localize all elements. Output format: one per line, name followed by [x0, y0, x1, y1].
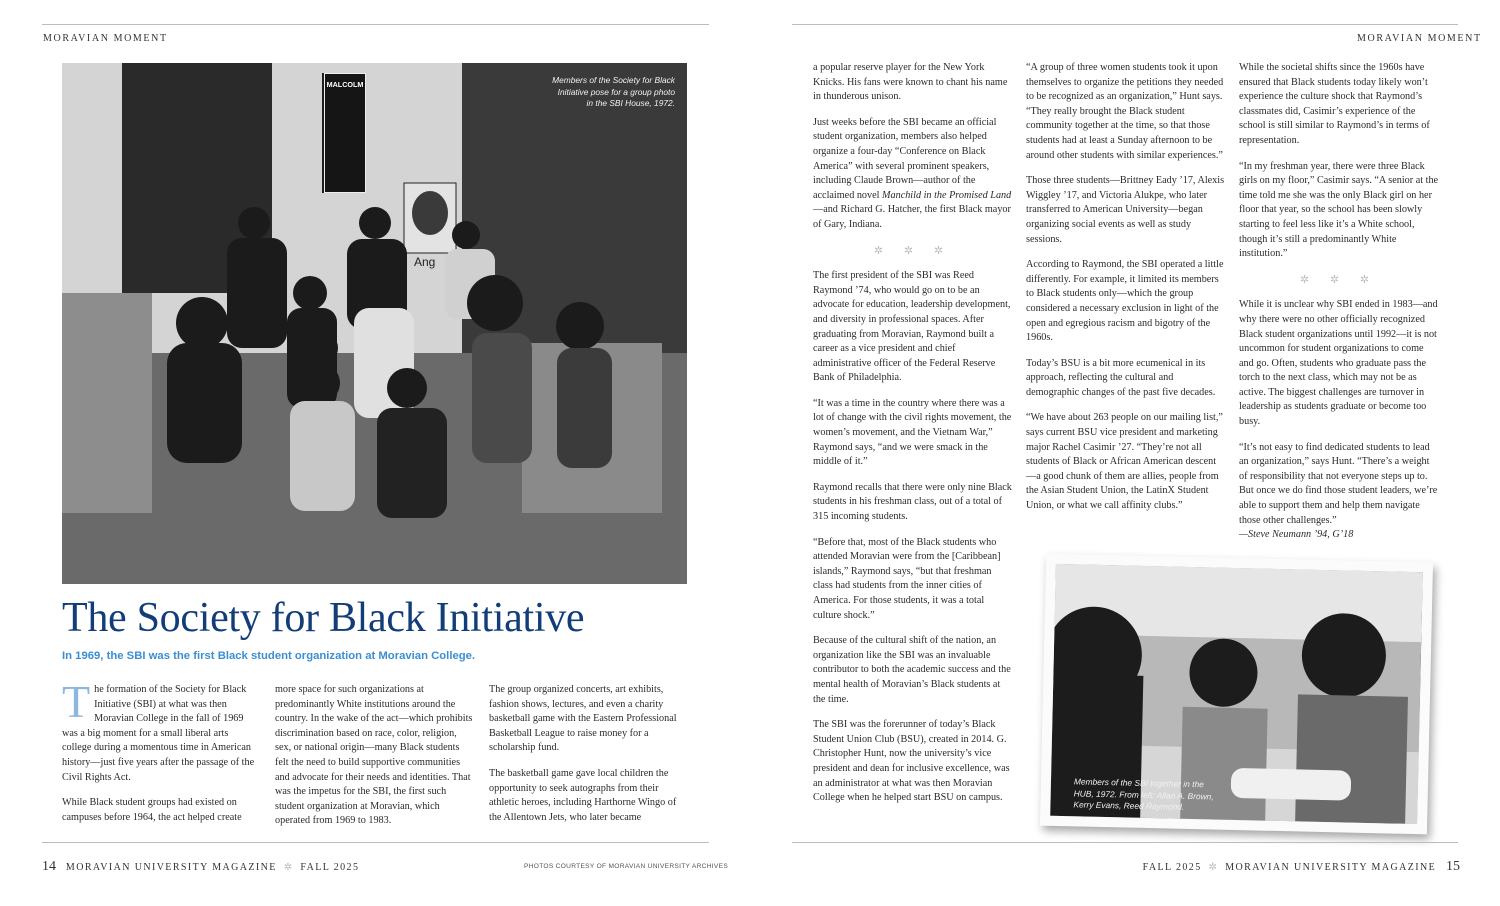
body-column-1 — [62, 676, 260, 836]
running-head-right: MORAVIAN MOMENT — [1357, 33, 1482, 44]
poster-ang-text: Ang — [414, 255, 436, 269]
footer-issue-left: FALL 2025 — [300, 862, 360, 873]
article-title: The Society for Black Initiative — [62, 595, 585, 641]
paragraph: The group organized concerts, art exhibits, fashion shows, lectures, and even a charity basketball game with the Eastern Professional Basketball League to raise money for a scholarship fund. — [489, 684, 677, 754]
photo-credit: PHOTOS COURTESY OF MORAVIAN UNIVERSITY ARCHIVES — [524, 863, 729, 870]
body-column-2 — [275, 683, 473, 840]
group-photo-caption: Members of the Society for Black Initiative pose for a group photo in the SBI House, 1972. — [552, 75, 675, 108]
drop-cap: T — [62, 676, 91, 727]
body-column-6 — [1239, 61, 1439, 554]
paragraph: Because of the cultural shift of the nation, an organization like the SBI was an invaluable contributor to both the academic success and the mental health of Moravian’s Black students at the time. — [813, 635, 1011, 705]
paragraph: According to Raymond, the SBI operated a little differently. For example, it limited its members to Black students only—which the group considered a necessary exclusion in light of the open and egregious racism and bigotry of the 1960s. — [1026, 259, 1224, 344]
hub-photo-caption: Members of the SBI together in the HUB, 1972. From left: Allan A. Brown, Kerry Evans, Reed Raymond. — [1073, 776, 1214, 812]
bottom-rule-left — [42, 842, 709, 843]
poster-text: MALCOLM — [326, 80, 364, 89]
paragraph: “Before that, most of the Black students who attended Moravian were from the [Caribbean] islands,” Raymond says, “but that freshman class had students from the inner cities of America. For those students, it was a total culture shock.” — [813, 536, 1001, 621]
footer-magazine-left: MORAVIAN UNIVERSITY MAGAZINE — [65, 862, 277, 873]
section-separator: ✲ ✲ ✲ — [1299, 273, 1379, 286]
paragraph: “In my freshman year, there were three Black girls on my floor,” Casimir says. “A senior at the time told me she was the only Black girl on her floor that year, so the school has been slowly starting to feel less like it’s a White school, though it’s still a predominantly White institution.” — [1239, 160, 1439, 260]
star-icon: ✲ — [1208, 862, 1219, 873]
star-icon: ✲ — [283, 862, 294, 873]
paragraph: The basketball game gave local children the opportunity to seek autographs from their athletic heroes, including Harthorne Wingo of the Allentown Jets, who later became — [489, 767, 677, 823]
paragraph: While it is unclear why SBI ended in 1983—and why there were no other officially recognized Black student organizations until 1992—it is not uncommon for student organizations to come and go. Often, students who graduate pass the torch to the next class, which may not be as active. The biggest challenges are turnover in leadership as students graduate or become too busy. — [1239, 299, 1438, 428]
hub-photo-print — [1040, 554, 1433, 835]
paragraph: “It’s not easy to find dedicated students to lead an organization,” says Hunt. “There’s a weight of responsibility that not everyone steps up to. But once we do find those student leaders, we’re able to support them and help them navigate those other challenges.” — [1239, 441, 1438, 526]
paragraph: While Black student groups had existed on campuses before 1964, the act helped create — [62, 797, 242, 823]
footer-left — [42, 859, 359, 875]
top-rule-left — [42, 24, 709, 25]
paragraph: The first president of the SBI was Reed Raymond ’74, who would go on to be an advocate for education, leadership development, and diversity in professional spaces. After graduating from Moravian, Raymond built a career as a vice president and chief administrative officer of the Federal Reserve Bank of Philadelphia. — [813, 270, 1011, 384]
paragraph: Just weeks before the SBI became an official student organization, members also helped organize a four-day “Conference on Black America” with several prominent speakers, including Claude Brown—author of the acclaimed novel Manchild in the Promised Land—and Richard G. Hatcher, the first Black mayor of Gary, Indiana. — [813, 116, 1012, 230]
paragraph: more space for such organizations at predominantly White institutions around the country. In the wake of the act—which prohibits discrimination based on race, color, religion, sex, or national origin—many Black students felt the need to build supportive communities and advocate for their needs and identities. That was the impetus for the SBI, the first such student organization at Moravian, which operated from 1969 to 1983. — [275, 684, 473, 827]
footer-right — [1143, 859, 1460, 875]
paragraph: Raymond recalls that there were only nine Black students in his freshman class, out of a total of 315 incoming students. — [813, 481, 1012, 523]
paragraph: While the societal shifts since the 1960s have ensured that Black students today likely won’t experience the culture shock that Raymond’s classmates did, Casimir’s experience of the school is still similar to Raymond’s in terms of representation. — [1239, 62, 1430, 146]
paragraph: The formation of the Society for Black Initiative (SBI) at what was then Moravian College in the fall of 1969 was a big moment for a small liberal arts college during a momentous time in American history—just five years after the passage of the Civil Rights Act. — [62, 676, 255, 783]
body-column-4 — [813, 61, 1013, 817]
byline: —Steve Neumann ’94, G’18 — [1239, 529, 1354, 541]
poster-malcolm — [324, 73, 366, 193]
paragraph: Those three students—Brittney Eady ’17, Alexis Wiggley ’17, and Victoria Alukpe, who later transferred to American University—began organizing social events as well as study sessions. — [1026, 175, 1225, 245]
footer-issue-right: FALL 2025 — [1142, 862, 1202, 873]
paragraph: “We have about 263 people on our mailing list,” says current BSU vice president and marketing major Rachel Casimir ’27. “They’re not all students of Black or African American descent—a good chunk of them are allies, people from the Asian Student Union, the LatinX Student Union, or what we call affinity clubs.” — [1026, 412, 1223, 512]
body-column-5 — [1026, 61, 1226, 525]
paragraph: “A group of three women students took it upon themselves to organize the petitions they needed to be recognized as an organization,” Hunt says. “They really brought the Black student community together at the time, so that those students had at least a Sunday afternoon to be around other students with similar experiences.” — [1026, 62, 1224, 161]
paragraph: Today’s BSU is a bit more ecumenical in its approach, reflecting the cultural and demographic changes of the past five decades. — [1026, 357, 1216, 398]
article-deck: In 1969, the SBI was the first Black student organization at Moravian College. — [62, 650, 476, 662]
page-number-left: 14 — [42, 859, 56, 874]
running-head-left: MORAVIAN MOMENT — [43, 33, 168, 44]
hub-photo — [1050, 564, 1423, 824]
paragraph: “It was a time in the country where there was a lot of change with the civil rights movement, the women’s movement, and the Vietnam War,” Raymond says, “and we were smack in the middle of it.” — [813, 397, 1012, 468]
page-number-right: 15 — [1446, 859, 1460, 874]
bottom-rule-right — [792, 842, 1458, 843]
group-photo — [62, 63, 687, 584]
section-separator: ✲ ✲ ✲ — [873, 244, 953, 257]
group-photo-illustration — [62, 63, 687, 584]
body-column-3 — [489, 683, 687, 836]
paragraph: The SBI was the forerunner of today’s Black Student Union Club (BSU), created in 2014. G. Christopher Hunt, now the university’s vice president and dean for inclusive excellence, was an administrator at what was then Moravian College when he helped start BSU on campus. — [813, 719, 1010, 804]
paragraph: a popular reserve player for the New York Knicks. His fans were known to chant his name in thunderous unison. — [813, 62, 1008, 103]
top-rule-right — [792, 24, 1458, 25]
footer-magazine-right: MORAVIAN UNIVERSITY MAGAZINE — [1225, 862, 1437, 873]
